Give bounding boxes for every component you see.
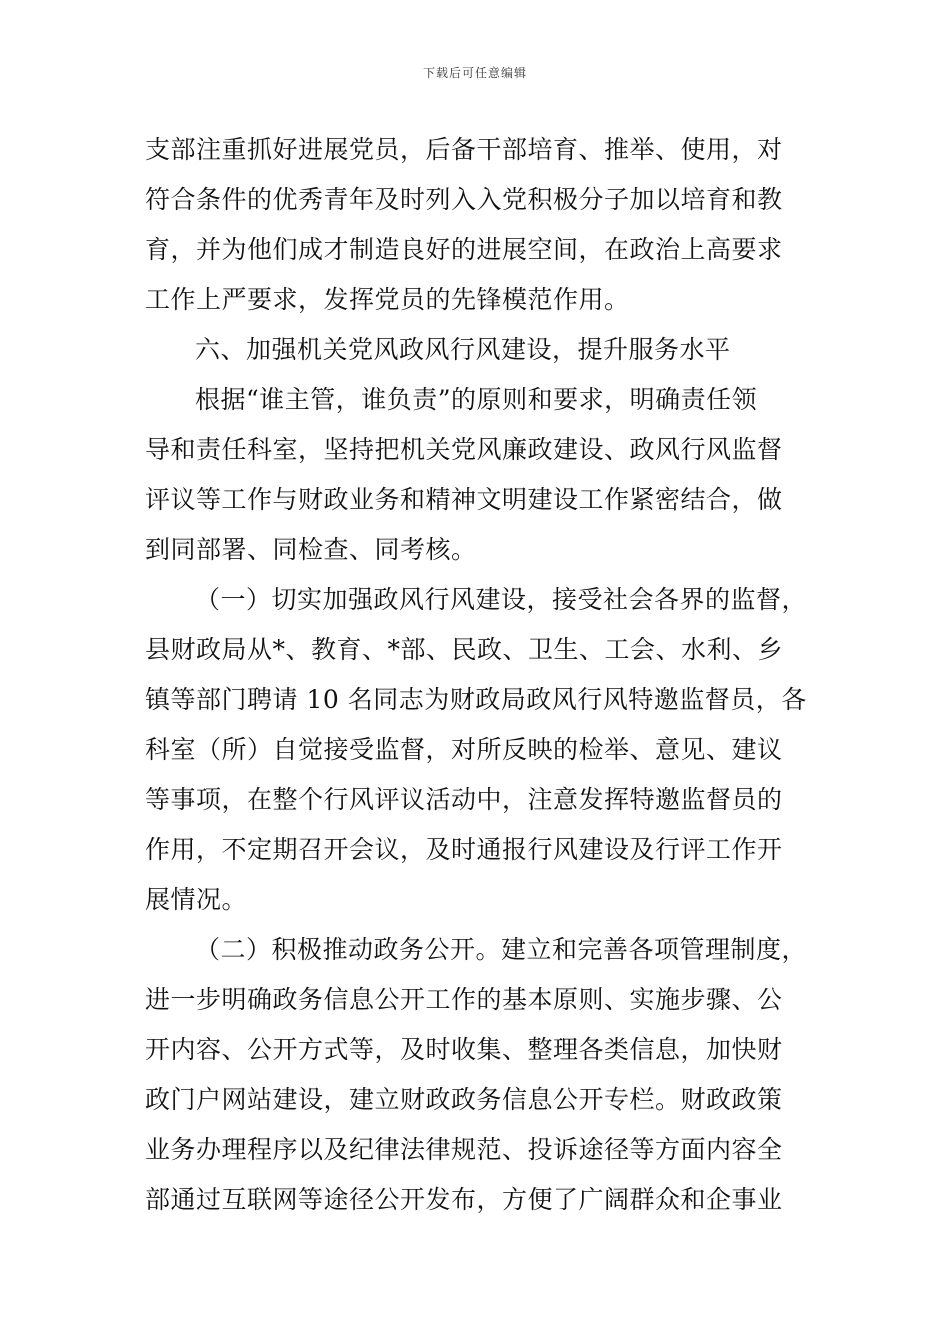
text-line: 导和责任科室，坚持把机关党风廉政建设、政风行风监督 [145,435,783,464]
text-line: （一）切实加强政风行风建设，接受社会各界的监督， [195,585,808,614]
text-line: 县财政局从*、教育、*部、民政、卫生、工会、水利、乡 [145,635,784,664]
text-line: 评议等工作与财政业务和精神文明建设工作紧密结合，做 [145,485,783,514]
text-line: 展情况。 [145,885,248,914]
text-line: 进一步明确政务信息公开工作的基本原则、实施步骤、公 [145,985,783,1014]
page-header: 下载后可任意编辑 [422,66,527,80]
text-line: 开内容、公开方式等，及时收集、整理各类信息，加快财 [145,1035,783,1064]
text-line: 支部注重抓好进展党员，后备干部培育、推举、使用，对 [145,135,783,164]
text-line: 符合条件的优秀青年及时列入入党积极分子加以培育和教 [145,185,783,214]
text-line: （二）积极推动政务公开。建立和完善各项管理制度， [195,935,808,964]
text-line: 政门户网站建设，建立财政政务信息公开专栏。财政政策 [145,1085,783,1114]
section-heading: 六、加强机关党风政风行风建设，提升服务水平 [195,335,731,364]
text-line: 镇等部门聘请 10 名同志为财政局政风行风特邀监督员，各 [145,685,807,714]
text-line: 部通过互联网等途径公开发布，方便了广阔群众和企事业 [145,1185,783,1214]
text-line: 育，并为他们成才制造良好的进展空间，在政治上高要求 [145,235,783,264]
text-line: 作用，不定期召开会议，及时通报行风建设及行评工作开 [145,835,783,864]
text-line: 科室（所）自觉接受监督，对所反映的检举、意见、建议 [145,735,783,764]
text-line: 业务办理程序以及纪律法律规范、投诉途径等方面内容全 [145,1135,783,1164]
text-line: 根据“谁主管，谁负责”的原则和要求，明确责任领 [195,385,758,414]
text-line: 工作上严要求，发挥党员的先锋模范作用。 [145,285,630,314]
text-line: 到同部署、同检查、同考核。 [145,535,477,564]
text-line: 等事项，在整个行风评议活动中，注意发挥特邀监督员的 [145,785,783,814]
